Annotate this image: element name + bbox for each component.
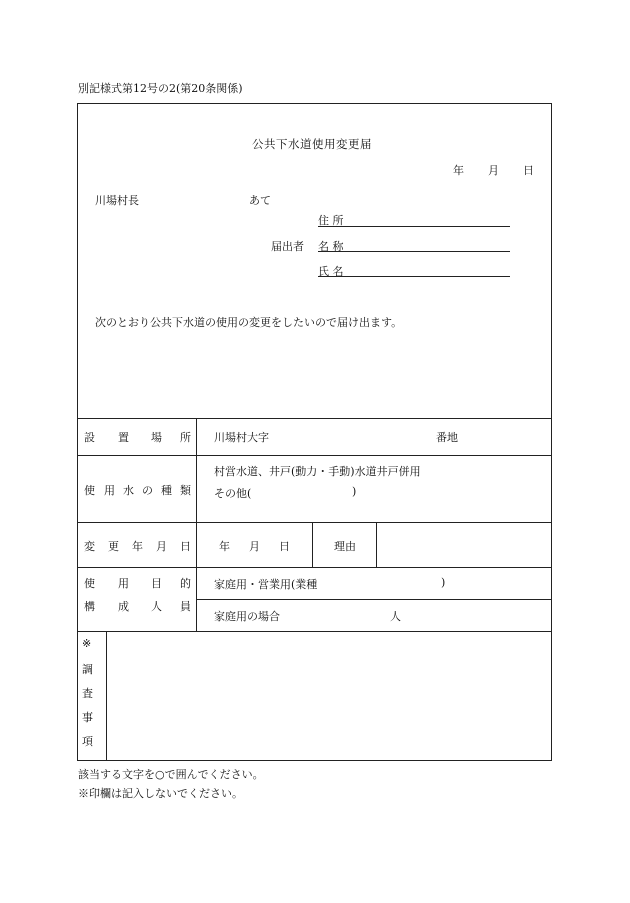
survey-label-3: 査 bbox=[82, 687, 93, 700]
water-type-other: その他( bbox=[214, 487, 252, 500]
form-id: 別記様式第12号の2(第20条関係) bbox=[78, 82, 243, 95]
water-type-other-close: ) bbox=[352, 485, 357, 498]
note-2: ※印欄は記入しないでください。 bbox=[78, 787, 243, 800]
survey-label-2: 調 bbox=[82, 663, 93, 676]
form-frame bbox=[77, 103, 552, 761]
company-name-label: 名 称 bbox=[318, 240, 344, 253]
row-divider bbox=[196, 599, 552, 600]
location-label-3: 場 bbox=[151, 431, 162, 444]
company-name-field[interactable] bbox=[318, 237, 510, 252]
reason-field[interactable] bbox=[378, 524, 550, 566]
row-divider bbox=[77, 522, 552, 523]
address-label: 住 所 bbox=[318, 214, 344, 227]
location-label-4: 所 bbox=[180, 431, 191, 444]
purpose-usage: 家庭用・営業用(業種 bbox=[214, 578, 318, 591]
survey-label-4: 事 bbox=[82, 711, 93, 724]
water-type-label-5: 種 bbox=[161, 484, 172, 497]
location-label-2: 置 bbox=[118, 431, 129, 444]
person-name-field[interactable] bbox=[318, 262, 510, 277]
row-divider bbox=[77, 455, 552, 456]
column-divider bbox=[376, 522, 377, 567]
change-date-label-4: 月 bbox=[156, 540, 167, 553]
water-type-label-1: 使 bbox=[84, 484, 95, 497]
members-label-2: 成 bbox=[118, 600, 129, 613]
person-name-label: 氏 名 bbox=[318, 265, 344, 278]
purpose-usage-close: ) bbox=[441, 576, 446, 589]
members-label-3: 人 bbox=[151, 600, 162, 613]
row-divider bbox=[77, 418, 552, 419]
date-month-label: 月 bbox=[488, 164, 499, 177]
location-prefix: 川場村大字 bbox=[214, 431, 269, 444]
household-unit: 人 bbox=[390, 610, 401, 623]
form-title: 公共下水道使用変更届 bbox=[252, 137, 372, 151]
change-date-label-3: 年 bbox=[132, 540, 143, 553]
statement-text: 次のとおり公共下水道の使用の変更をしたいので届け出ます。 bbox=[95, 316, 403, 329]
water-type-label-4: の bbox=[142, 484, 153, 497]
column-divider bbox=[106, 631, 107, 761]
water-type-label-6: 類 bbox=[180, 484, 191, 497]
addressee-name: 川場村長 bbox=[95, 194, 139, 207]
purpose-label-2: 用 bbox=[118, 577, 129, 590]
address-field[interactable] bbox=[318, 212, 510, 227]
row-divider bbox=[77, 567, 552, 568]
change-month-label: 月 bbox=[249, 540, 260, 553]
purpose-label-3: 目 bbox=[151, 577, 162, 590]
change-date-label-2: 更 bbox=[108, 540, 119, 553]
survey-label-1: ※ bbox=[82, 637, 92, 650]
purpose-label-4: 的 bbox=[180, 577, 191, 590]
survey-label-5: 項 bbox=[82, 735, 93, 748]
water-type-label-3: 水 bbox=[123, 484, 134, 497]
column-divider bbox=[196, 418, 197, 631]
location-label-1: 設 bbox=[84, 431, 95, 444]
column-divider bbox=[312, 522, 313, 567]
water-type-options: 村営水道、井戸(動力・手動)水道井戸併用 bbox=[214, 465, 421, 478]
applicant-label: 届出者 bbox=[271, 240, 304, 253]
reason-label: 理由 bbox=[334, 540, 356, 553]
purpose-label-1: 使 bbox=[84, 577, 95, 590]
date-day-label: 日 bbox=[523, 164, 534, 177]
change-date-label-5: 日 bbox=[180, 540, 191, 553]
row-divider bbox=[77, 631, 552, 632]
change-year-label: 年 bbox=[219, 540, 230, 553]
household-label: 家庭用の場合 bbox=[214, 610, 280, 623]
date-year-label: 年 bbox=[453, 164, 464, 177]
change-day-label: 日 bbox=[279, 540, 290, 553]
addressee-suffix: あて bbox=[249, 194, 271, 207]
note-1: 該当する文字を○で囲んでください。 bbox=[78, 768, 264, 781]
members-label-1: 構 bbox=[84, 600, 95, 613]
change-date-label-1: 変 bbox=[84, 540, 95, 553]
water-type-label-2: 用 bbox=[104, 484, 115, 497]
location-suffix: 番地 bbox=[436, 431, 458, 444]
members-label-4: 員 bbox=[180, 600, 191, 613]
